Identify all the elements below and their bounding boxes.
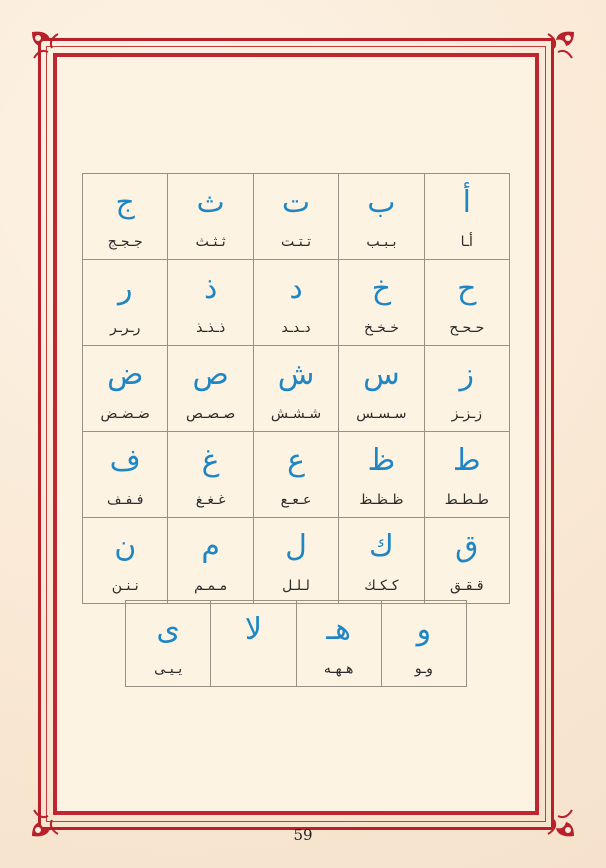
letter: ى [156,612,180,647]
letter-forms: تـتـت [280,234,312,250]
letter-cell [339,260,424,346]
letter-cell [168,432,253,518]
letter: د [289,271,303,306]
letter-forms: ذـذـذ [196,320,226,336]
grid-row [83,432,510,518]
letter-cell [424,174,509,260]
letter-forms: كـكـك [364,578,399,594]
grid-row [126,601,467,687]
letter-forms: لـلـل [282,578,310,594]
letter-forms: نـنـن [111,578,139,594]
letter-cell [83,346,168,432]
letter: ظ [367,443,396,478]
letter: خ [371,271,392,306]
letter-forms: ثـثـث [195,234,226,250]
grid-row [83,260,510,346]
letter: ح [457,271,477,306]
letter-forms: سـسـس [356,406,407,422]
letter-forms: حـحـح [449,320,485,336]
letter: ك [369,529,394,564]
letter: أ [462,185,471,220]
letter-forms: دـدـد [281,320,311,336]
letter-forms: صـصـص [185,406,236,422]
letter-forms: مـمـم [194,578,228,594]
letter: هـ [326,612,351,647]
letter-cell [126,601,211,687]
letter-forms: قـقـق [449,578,484,594]
letter-forms: شـشـش [270,406,322,422]
letter-cell [253,432,338,518]
letter-cell [253,260,338,346]
letter-cell [339,518,424,604]
letter-forms: هـهـه [323,661,354,677]
letter-forms: ضـضـض [100,406,150,422]
letter-cell [424,432,509,518]
letter: ن [114,529,137,564]
grid-row [83,346,510,432]
letter-cell [168,174,253,260]
letter: ب [367,185,396,220]
letter-forms: غـغـغ [195,492,226,508]
letter: ذ [203,271,218,306]
letter-cell [253,346,338,432]
letter-forms: طـطـط [444,492,489,508]
letter-cell [83,518,168,604]
letter: ت [281,185,311,220]
letter-forms: عـعـع [280,492,312,508]
letter: ق [455,529,479,564]
grid-row [83,174,510,260]
letter-cell [83,432,168,518]
letter-forms: بـبـب [366,234,397,250]
letter: ص [192,357,229,392]
letter-forms: ظـظـظ [359,492,404,508]
letter: ل [285,529,307,564]
letter: ف [109,443,141,478]
letter-forms: جـجـج [107,234,143,250]
letter-cell [168,518,253,604]
letter: س [363,357,400,392]
alphabet-grid-last-row [125,600,467,687]
letter: و [416,612,432,647]
letter: ع [287,443,305,478]
letter-forms: وـو [414,661,433,677]
letter: ج [115,185,135,220]
alphabet-grid [82,173,510,604]
letter-cell [168,260,253,346]
corner-ornament-icon [538,28,578,68]
letter: ط [452,443,481,478]
letter: غ [201,443,220,478]
letter-forms: زـزـز [451,406,483,422]
grid-row [83,518,510,604]
letter-cell [339,174,424,260]
letter-cell [83,174,168,260]
letter: ث [196,185,225,220]
letter-cell [253,174,338,260]
page-number: 59 [293,826,313,844]
letter-cell [424,260,509,346]
letter-forms: رـرـر [110,320,141,336]
letter-cell [296,601,381,687]
letter-cell [339,346,424,432]
letter-cell [211,601,296,687]
letter-cell [424,518,509,604]
letter-cell [83,260,168,346]
letter-cell [253,518,338,604]
letter-forms: يـيـى [154,661,183,677]
letter: ض [107,357,144,392]
letter-cell [339,432,424,518]
letter-cell [168,346,253,432]
letter-cell [424,346,509,432]
letter-forms: خـخـخ [363,320,399,336]
letter: ش [277,357,315,392]
letter-cell [381,601,466,687]
corner-ornament-icon [28,28,68,68]
letter-forms: فـفـف [106,492,144,508]
letter: ر [117,271,133,306]
letter: ز [459,357,475,392]
letter-forms: أـا [460,234,473,250]
letter: م [201,529,220,564]
letter: لا [244,612,262,647]
